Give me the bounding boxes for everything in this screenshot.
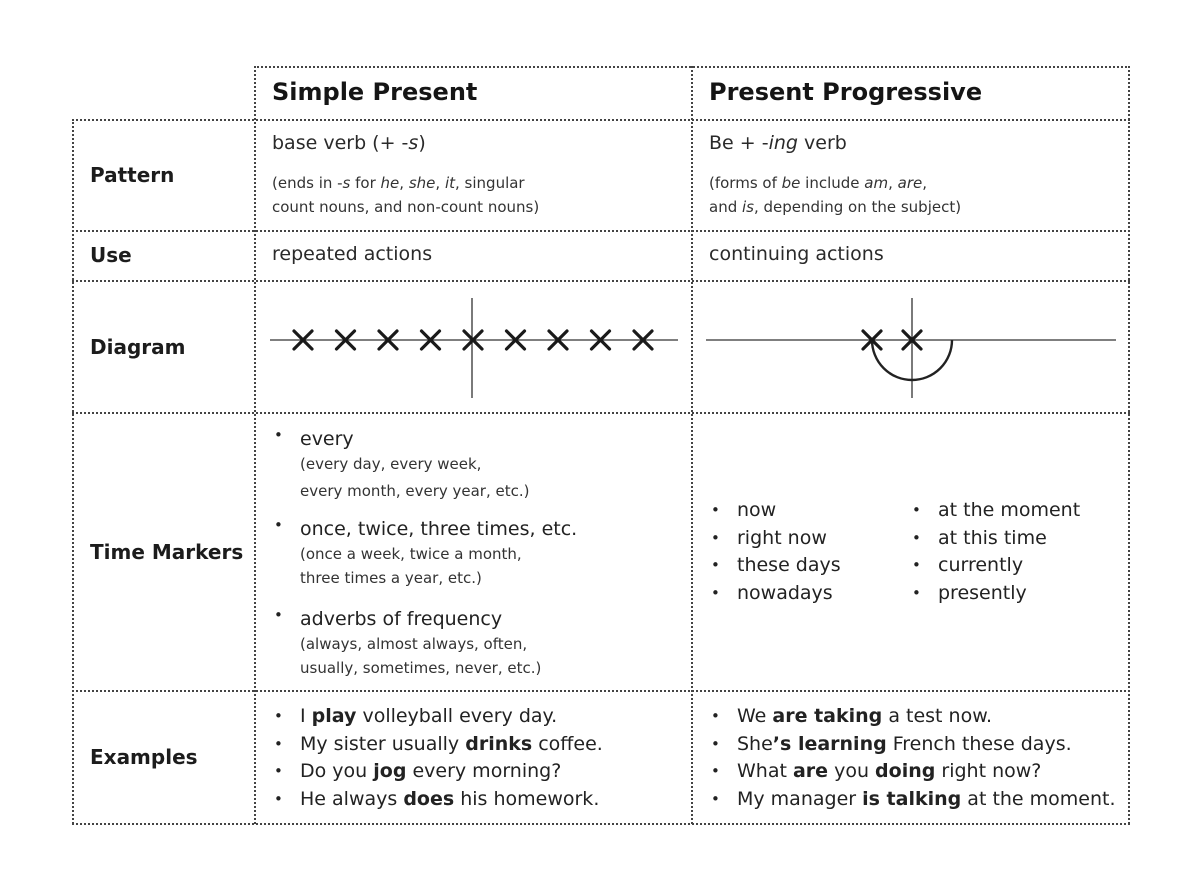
row-label-pattern: Pattern: [90, 163, 175, 187]
list-item: • at the moment: [910, 497, 1120, 525]
use-simple-present: repeated actions: [272, 243, 433, 265]
time-markers-present-progressive-col1: [709, 497, 899, 607]
pattern-simple-present-note: (ends in -s for he, she, it, singular count nouns, and non-count nouns): [272, 174, 540, 216]
row-label-examples: Examples: [90, 745, 198, 769]
list-item: • I play volleyball every day.: [272, 703, 682, 731]
list-item: • every (every day, every week, every month, every year, etc.): [272, 426, 682, 503]
list-item: • Do you jog every morning?: [272, 758, 682, 786]
list-item: • adverbs of frequency (always, almost always, often, usually, sometimes, never, etc.): [272, 606, 682, 680]
grid-line: [72, 119, 1130, 121]
grid-line: [72, 412, 1130, 414]
time-markers-simple-present: [272, 426, 682, 680]
header-simple-present: Simple Present: [272, 78, 478, 106]
grid-line: [691, 66, 693, 824]
list-item: • My sister usually drinks coffee.: [272, 731, 682, 759]
examples-present-progressive: [709, 703, 1127, 813]
list-item: • currently: [910, 552, 1120, 580]
list-item: • right now: [709, 525, 899, 553]
list-item: • presently: [910, 580, 1120, 608]
list-item: • at this time: [910, 525, 1120, 553]
header-present-progressive: Present Progressive: [709, 78, 983, 106]
grid-line: [1128, 66, 1130, 824]
row-label-time-markers: Time Markers: [90, 540, 244, 564]
grid-line: [72, 119, 74, 824]
list-item: • once, twice, three times, etc. (once a week, twice a month, three times a year, etc.): [272, 516, 682, 590]
pattern-simple-present: base verb (+ -s): [272, 132, 426, 154]
diagram-simple-present: [256, 282, 690, 410]
grid-line: [254, 66, 256, 824]
row-label-use: Use: [90, 243, 132, 267]
row-label-diagram: Diagram: [90, 335, 186, 359]
x-marks: [294, 331, 652, 349]
grid-line: [72, 690, 1130, 692]
list-item: • She’s learning French these days.: [709, 731, 1127, 759]
list-item: • What are you doing right now?: [709, 758, 1127, 786]
use-present-progressive: continuing actions: [709, 243, 884, 265]
list-item: • We are taking a test now.: [709, 703, 1127, 731]
diagram-present-progressive: [693, 282, 1127, 410]
time-markers-present-progressive-col2: [910, 497, 1120, 607]
grid-line: [72, 823, 1130, 825]
list-item: • My manager is talking at the moment.: [709, 786, 1127, 814]
examples-simple-present: [272, 703, 682, 813]
pattern-present-progressive-note: (forms of be include am, are, and is, depending on the subject): [709, 174, 962, 216]
grid-line: [72, 230, 1130, 232]
time-marker-list: [272, 426, 682, 680]
list-item: • now: [709, 497, 899, 525]
list-item: • these days: [709, 552, 899, 580]
list-item: • nowadays: [709, 580, 899, 608]
pattern-present-progressive: Be + -ing verb: [709, 132, 847, 154]
list-item: • He always does his homework.: [272, 786, 682, 814]
